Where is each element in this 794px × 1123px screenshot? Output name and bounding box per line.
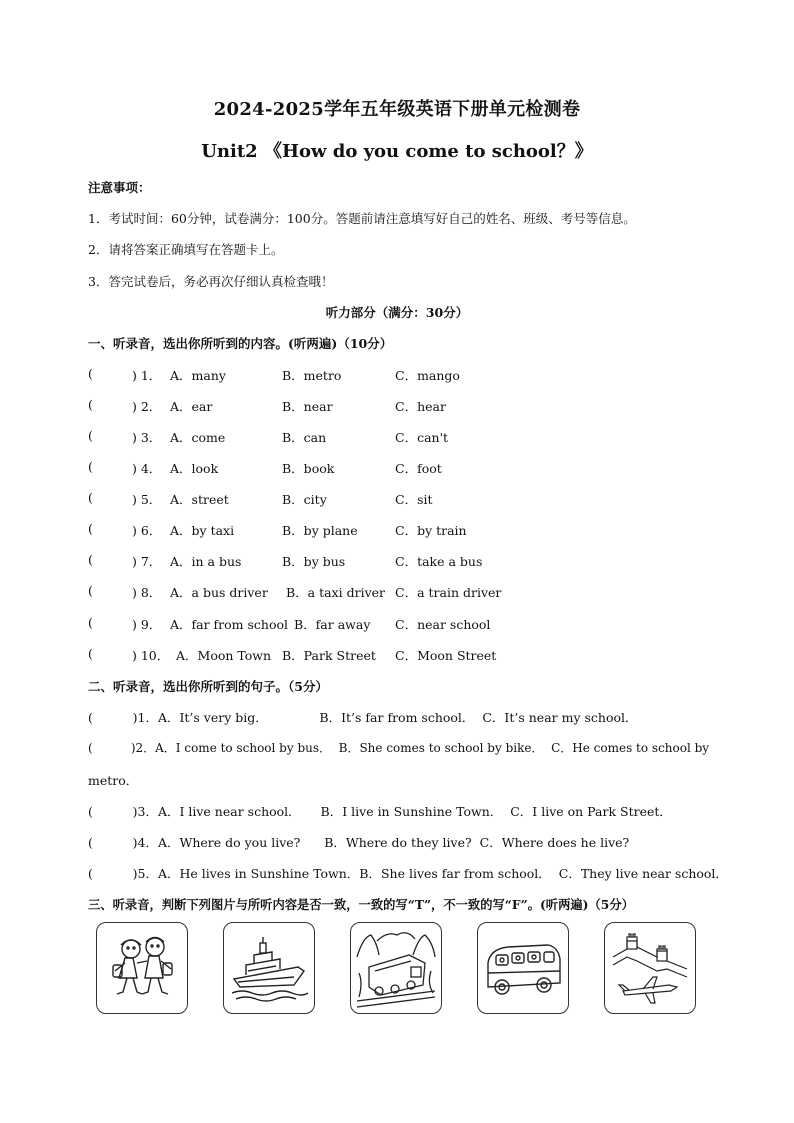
question-row: [88, 615, 708, 633]
answer-paren[interactable]: (: [88, 646, 93, 661]
option-c: C．can't: [395, 430, 449, 445]
option-b: B．metro: [282, 368, 342, 383]
section2-question-1: ( )1．A．It’s very big． B．It’s far from school． C．It’s near my school．: [88, 710, 638, 725]
option-a: A．street: [170, 492, 229, 507]
question-number: ) 4．: [132, 461, 162, 476]
notice-item-2: 2．请将答案正确填写在答题卡上。: [88, 242, 284, 257]
option-c: C．near school: [395, 617, 491, 632]
option-a: A．by taxi: [170, 523, 235, 538]
question-row: [88, 521, 708, 539]
section2-question-2-continued: metro．: [88, 773, 139, 788]
option-a: A．in a bus: [170, 554, 242, 569]
question-number: ) 6．: [132, 523, 162, 538]
notice-item-3: 3．答完试卷后，务必再次仔细认真检查哦！: [88, 274, 334, 289]
notice-item-1: 1．考试时间：60分钟，试卷满分：100分。答题前请注意填写好自己的姓名、班级、考号等信息。: [88, 211, 636, 226]
picture-walking-children: [96, 922, 188, 1014]
option-c: C．take a bus: [395, 554, 483, 569]
bus-icon: [482, 927, 564, 1009]
option-a: A．a bus driver: [170, 585, 268, 600]
walking-children-icon: [101, 927, 183, 1009]
answer-paren[interactable]: (: [88, 397, 93, 412]
picture-ship: [223, 922, 315, 1014]
answer-paren[interactable]: (: [88, 615, 93, 630]
train-icon: [355, 927, 437, 1009]
option-b: B．by bus: [282, 554, 346, 569]
picture-row: [96, 922, 696, 1014]
question-number: ) 9．: [132, 617, 162, 632]
answer-paren[interactable]: (: [88, 459, 93, 474]
option-b: B．by plane: [282, 523, 358, 538]
picture-train: [350, 922, 442, 1014]
question-number: ) 1．: [132, 368, 162, 383]
answer-paren[interactable]: (: [88, 366, 93, 381]
question-row: [88, 459, 708, 477]
option-a: A．far from school: [170, 617, 289, 632]
answer-paren[interactable]: (: [88, 521, 93, 536]
picture-bus: [477, 922, 569, 1014]
option-b: B．far away: [294, 617, 371, 632]
option-c: C．a train driver: [395, 585, 502, 600]
question-row: [88, 366, 708, 384]
question-number: ) 10．: [132, 648, 170, 663]
section3-heading: 三、听录音，判断下列图片与所听内容是否一致，一致的写“T”，不一致的写“F”。(听两遍)（5分）: [88, 897, 634, 912]
listening-header: 听力部分（满分：30分）: [325, 305, 469, 320]
exam-subtitle: Unit2 《How do you come to school？》: [201, 141, 593, 162]
question-row: [88, 552, 708, 570]
question-number: ) 7．: [132, 554, 162, 569]
option-b: B．city: [282, 492, 327, 507]
option-c: C．sit: [395, 492, 433, 507]
section1-heading: 一、听录音，选出你所听到的内容。(听两遍)（10分）: [88, 336, 393, 351]
question-row: [88, 428, 708, 446]
question-row: [88, 583, 708, 601]
answer-paren[interactable]: (: [88, 583, 93, 598]
ship-icon: [228, 927, 310, 1009]
exam-title: 2024-2025学年五年级英语下册单元检测卷: [213, 99, 581, 120]
question-number: ) 8．: [132, 585, 162, 600]
option-c: C．foot: [395, 461, 442, 476]
section2-question-3: ( )3．A．I live near school． B．I live in Sunshine Town． C．I live on Park Street．: [88, 804, 672, 819]
answer-paren[interactable]: (: [88, 428, 93, 443]
option-a: A．many: [170, 368, 226, 383]
option-a: A．come: [170, 430, 226, 445]
question-number: ) 5．: [132, 492, 162, 507]
option-c: C．mango: [395, 368, 460, 383]
answer-paren[interactable]: (: [88, 552, 93, 567]
section2-heading: 二、听录音，选出你所听到的句子。（5分）: [88, 679, 328, 694]
section2-question-2: ( )2．A．I come to school by bus． B．She comes to school by bike． C．He comes to school by: [88, 741, 710, 755]
question-number: ) 2．: [132, 399, 162, 414]
option-b: B．near: [282, 399, 333, 414]
option-b: B．a taxi driver: [286, 585, 386, 600]
section2-question-5: ( )5．A．He lives in Sunshine Town．B．She lives far from school． C．They live near school．: [88, 866, 728, 881]
section2-question-4: ( )4．A．Where do you live? B．Where do they live? C．Where does he live?: [88, 835, 630, 850]
option-c: C．hear: [395, 399, 446, 414]
option-c: C．Moon Street: [395, 648, 497, 663]
question-row: [88, 397, 708, 415]
option-a: A．ear: [170, 399, 213, 414]
picture-great-wall-plane: [604, 922, 696, 1014]
option-c: C．by train: [395, 523, 467, 538]
great-wall-plane-icon: [609, 927, 691, 1009]
option-b: B．Park Street: [282, 648, 376, 663]
question-number: ) 3．: [132, 430, 162, 445]
option-a: A．look: [170, 461, 219, 476]
answer-paren[interactable]: (: [88, 490, 93, 505]
option-b: B．can: [282, 430, 327, 445]
option-b: B．book: [282, 461, 335, 476]
notice-heading: 注意事项：: [88, 180, 151, 195]
question-row: [88, 646, 708, 664]
option-a: A．Moon Town: [176, 648, 272, 663]
question-row: [88, 490, 708, 508]
